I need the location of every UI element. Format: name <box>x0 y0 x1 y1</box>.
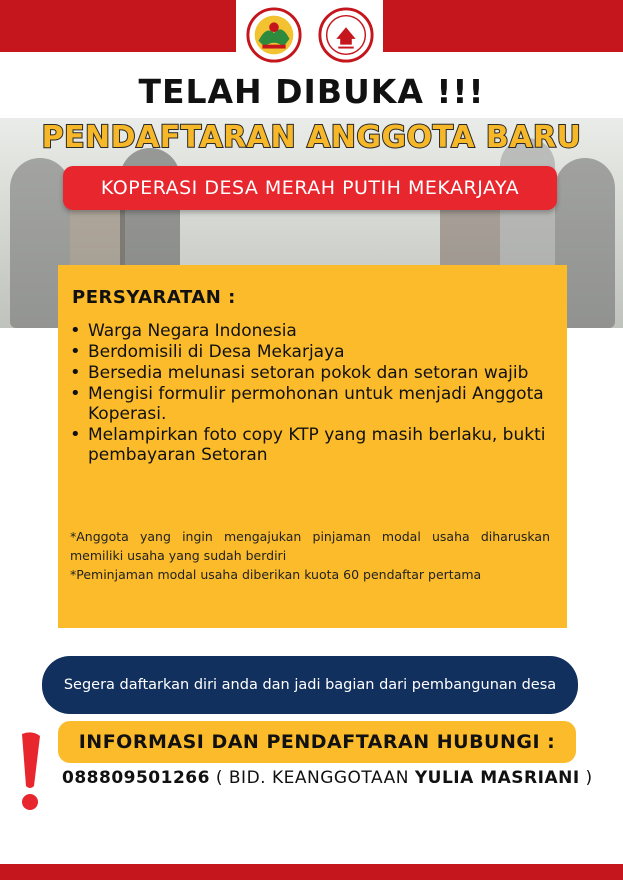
phone-number[interactable]: 088809501266 <box>62 768 210 788</box>
contact-close: ) <box>579 768 593 788</box>
exclamation-icon <box>14 730 48 814</box>
note-item: *Peminjaman modal usaha diberikan kuota 60 pendaftar pertama <box>70 567 482 582</box>
list-item: • Warga Negara Indonesia <box>68 321 548 341</box>
contact-division: ( BID. KEANGGOTAAN <box>215 768 415 788</box>
list-item: • Berdomisili di Desa Mekarjaya <box>68 342 548 362</box>
requirements-notes <box>70 527 550 584</box>
note-item: *Anggota yang ingin mengajukan pinjaman modal usaha diharuskan memiliki usaha yang sudah berdiri <box>70 529 550 563</box>
list-item: • Mengisi formulir permohonan untuk menjadi Anggota Koperasi. <box>68 384 548 424</box>
logo-kopdes-icon <box>245 6 303 64</box>
bottom-red-bar <box>0 864 623 880</box>
organization-banner: KOPERASI DESA MERAH PUTIH MEKARJAYA <box>63 166 557 210</box>
call-to-action: Segera daftarkan diri anda dan jadi bagian dari pembangunan desa <box>42 656 578 714</box>
top-red-bar-right <box>383 0 623 52</box>
requirements-list <box>68 321 548 466</box>
contact-line <box>62 768 593 788</box>
requirements-heading: PERSYARATAN : <box>72 287 236 308</box>
list-item: • Bersedia melunasi setoran pokok dan setoran wajib <box>68 363 548 383</box>
list-item: • Melampirkan foto copy KTP yang masih berlaku, bukti pembayaran Setoran <box>68 425 548 465</box>
page-title: PENDAFTARAN ANGGOTA BARU <box>41 120 582 155</box>
headline: TELAH DIBUKA !!! <box>138 72 485 111</box>
logo-group <box>238 6 382 62</box>
contact-heading: INFORMASI DAN PENDAFTARAN HUBUNGI : <box>58 721 576 763</box>
top-red-bar-left <box>0 0 236 52</box>
logo-desa-icon <box>317 6 375 64</box>
contact-person: YULIA MASRIANI <box>414 768 580 788</box>
requirements-box <box>58 265 567 628</box>
